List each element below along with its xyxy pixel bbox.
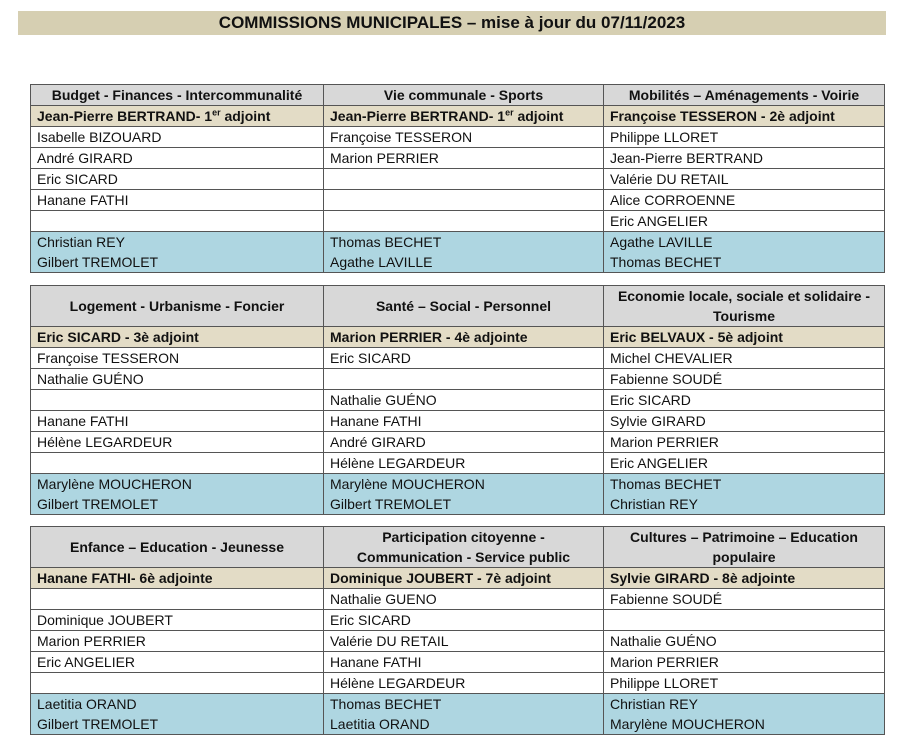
member-row-cell: Hélène LEGARDEUR	[324, 453, 604, 474]
member-row-cell: Nathalie GUÉNO	[604, 631, 885, 652]
member-row	[31, 652, 885, 673]
member-row-cell	[31, 211, 324, 232]
member-row-cell: Hanane FATHI	[324, 411, 604, 432]
opposition-row-cell: Gilbert TREMOLET	[31, 714, 324, 735]
member-row	[31, 148, 885, 169]
member-row	[31, 127, 885, 148]
opposition-row-cell: Gilbert TREMOLET	[31, 252, 324, 273]
adjoint-row-cell: Sylvie GIRARD - 8è adjointe	[604, 568, 885, 589]
opposition-row-cell: Thomas BECHET	[604, 474, 885, 495]
commission-header-row	[31, 527, 885, 568]
member-row-cell	[31, 673, 324, 694]
member-row-cell	[31, 453, 324, 474]
opposition-row	[31, 474, 885, 495]
member-row-cell	[31, 390, 324, 411]
member-row-cell: Marion PERRIER	[31, 631, 324, 652]
page-title: COMMISSIONS MUNICIPALES – mise à jour du 07/11/2023	[18, 11, 886, 35]
adjoint-row-cell: Jean-Pierre BERTRAND- 1er adjoint	[31, 106, 324, 127]
member-row-cell: Nathalie GUÉNO	[324, 390, 604, 411]
member-row	[31, 673, 885, 694]
opposition-row-cell: Marylène MOUCHERON	[31, 474, 324, 495]
adjoint-row-cell: Françoise TESSERON - 2è adjoint	[604, 106, 885, 127]
member-row-cell: Françoise TESSERON	[31, 348, 324, 369]
member-row-cell: Marion PERRIER	[604, 432, 885, 453]
member-row-cell: Jean-Pierre BERTRAND	[604, 148, 885, 169]
member-row-cell: Isabelle BIZOUARD	[31, 127, 324, 148]
member-row-cell	[324, 169, 604, 190]
member-row-cell: Françoise TESSERON	[324, 127, 604, 148]
member-row-cell: Sylvie GIRARD	[604, 411, 885, 432]
opposition-row	[31, 494, 885, 515]
commission-header-row-cell: Vie communale - Sports	[324, 85, 604, 106]
member-row	[31, 390, 885, 411]
member-row	[31, 432, 885, 453]
opposition-row-cell: Laetitia ORAND	[31, 694, 324, 715]
member-row-cell: Alice CORROENNE	[604, 190, 885, 211]
member-row-cell: Eric ANGELIER	[604, 211, 885, 232]
adjoint-row-cell: Marion PERRIER - 4è adjointe	[324, 327, 604, 348]
opposition-row-cell: Thomas BECHET	[324, 694, 604, 715]
commission-table-3	[30, 526, 885, 735]
opposition-row-cell: Christian REY	[604, 694, 885, 715]
member-row-cell: Dominique JOUBERT	[31, 610, 324, 631]
member-row-cell	[604, 610, 885, 631]
adjoint-row	[31, 327, 885, 348]
member-row-cell: Philippe LLORET	[604, 127, 885, 148]
member-row-cell: Eric SICARD	[324, 348, 604, 369]
adjoint-row-cell: Eric BELVAUX - 5è adjoint	[604, 327, 885, 348]
adjoint-row-cell: Eric SICARD - 3è adjoint	[31, 327, 324, 348]
member-row-cell: Nathalie GUÉNO	[31, 369, 324, 390]
opposition-row-cell: Agathe LAVILLE	[604, 232, 885, 253]
member-row	[31, 169, 885, 190]
member-row-cell	[324, 190, 604, 211]
member-row-cell: Eric ANGELIER	[31, 652, 324, 673]
member-row	[31, 369, 885, 390]
member-row-cell: Eric SICARD	[604, 390, 885, 411]
member-row-cell: Valérie DU RETAIL	[324, 631, 604, 652]
member-row	[31, 211, 885, 232]
member-row-cell: Hanane FATHI	[31, 190, 324, 211]
opposition-row-cell: Marylène MOUCHERON	[604, 714, 885, 735]
member-row	[31, 190, 885, 211]
opposition-row-cell: Gilbert TREMOLET	[324, 494, 604, 515]
member-row	[31, 453, 885, 474]
member-row-cell: Hanane FATHI	[324, 652, 604, 673]
member-row-cell: Michel CHEVALIER	[604, 348, 885, 369]
commission-header-row	[31, 286, 885, 327]
opposition-row	[31, 694, 885, 715]
member-row-cell	[324, 211, 604, 232]
member-row	[31, 589, 885, 610]
opposition-row-cell: Thomas BECHET	[324, 232, 604, 253]
adjoint-row	[31, 106, 885, 127]
member-row-cell: Fabienne SOUDÉ	[604, 369, 885, 390]
commission-header-row-cell: Logement - Urbanisme - Foncier	[31, 286, 324, 327]
member-row	[31, 348, 885, 369]
member-row-cell: Eric ANGELIER	[604, 453, 885, 474]
member-row-cell: Marion PERRIER	[604, 652, 885, 673]
commission-header-row-cell: Budget - Finances - Intercommunalité	[31, 85, 324, 106]
member-row-cell: André GIRARD	[31, 148, 324, 169]
adjoint-row-cell: Jean-Pierre BERTRAND- 1er adjoint	[324, 106, 604, 127]
opposition-row-cell: Gilbert TREMOLET	[31, 494, 324, 515]
opposition-row-cell: Laetitia ORAND	[324, 714, 604, 735]
adjoint-row-cell: Hanane FATHI- 6è adjointe	[31, 568, 324, 589]
commission-header-row	[31, 85, 885, 106]
member-row-cell: Philippe LLORET	[604, 673, 885, 694]
commission-header-row-cell: Enfance – Education - Jeunesse	[31, 527, 324, 568]
member-row	[31, 631, 885, 652]
opposition-row	[31, 232, 885, 253]
opposition-row-cell: Thomas BECHET	[604, 252, 885, 273]
commission-header-row-cell: Economie locale, sociale et solidaire - Tourisme	[604, 286, 885, 327]
member-row-cell: Hanane FATHI	[31, 411, 324, 432]
commission-header-row-cell: Cultures – Patrimoine – Education populaire	[604, 527, 885, 568]
member-row-cell	[31, 589, 324, 610]
commission-header-row-cell: Participation citoyenne - Communication - Service public	[324, 527, 604, 568]
adjoint-row-cell: Dominique JOUBERT - 7è adjoint	[324, 568, 604, 589]
member-row	[31, 610, 885, 631]
member-row-cell: Hélène LEGARDEUR	[31, 432, 324, 453]
opposition-row	[31, 714, 885, 735]
opposition-row	[31, 252, 885, 273]
member-row-cell: Fabienne SOUDÉ	[604, 589, 885, 610]
commission-table-2	[30, 285, 885, 515]
member-row-cell: Eric SICARD	[324, 610, 604, 631]
member-row-cell: André GIRARD	[324, 432, 604, 453]
opposition-row-cell: Marylène MOUCHERON	[324, 474, 604, 495]
member-row-cell: Valérie DU RETAIL	[604, 169, 885, 190]
adjoint-row	[31, 568, 885, 589]
member-row-cell: Eric SICARD	[31, 169, 324, 190]
commission-header-row-cell: Santé – Social - Personnel	[324, 286, 604, 327]
member-row-cell: Hélène LEGARDEUR	[324, 673, 604, 694]
member-row-cell: Marion PERRIER	[324, 148, 604, 169]
member-row-cell	[324, 369, 604, 390]
opposition-row-cell: Christian REY	[604, 494, 885, 515]
commission-header-row-cell: Mobilités – Aménagements - Voirie	[604, 85, 885, 106]
commission-table-1	[30, 84, 885, 273]
opposition-row-cell: Agathe LAVILLE	[324, 252, 604, 273]
opposition-row-cell: Christian REY	[31, 232, 324, 253]
member-row-cell: Nathalie GUENO	[324, 589, 604, 610]
member-row	[31, 411, 885, 432]
